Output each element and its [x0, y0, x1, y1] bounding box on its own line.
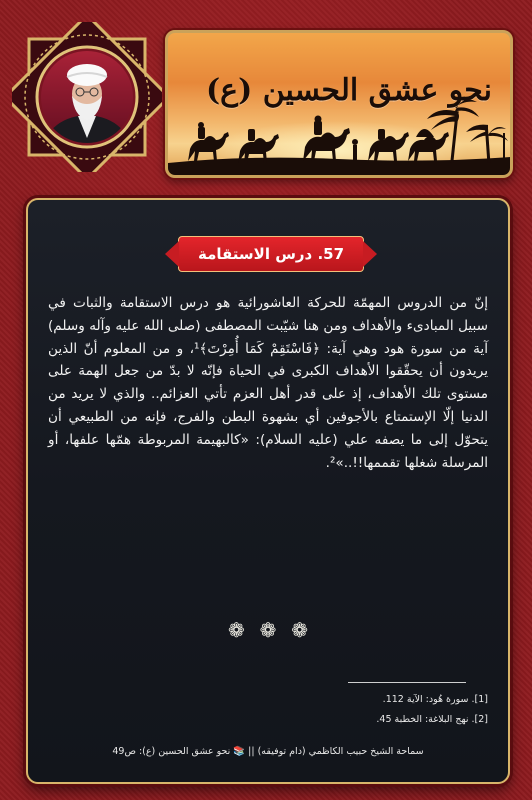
footnote-divider — [348, 682, 466, 683]
cleric-portrait-icon — [12, 22, 162, 172]
lesson-title-badge — [178, 236, 364, 272]
lesson-title: 57. درس الاستقامة — [197, 245, 345, 263]
flower-icon: ❁ — [228, 618, 245, 642]
content-panel — [26, 198, 510, 784]
flower-icon: ❁ — [291, 618, 308, 642]
lesson-body-text: إنّ من الدروس المهمّة للحركة العاشورائية هو درس الاستقامة والثبات في سبيل المبادىء والأهداف ومن هنا شيّبت المصطفى (صلى الله عليه وآله وسلم) آية من سورة هود وهي آية: ﴿فَاسْتَقِمْ كَمَا أُمِرْتَ﴾¹، و من المعلوم أنّ الذين يريدون أن يحقّقوا الأهداف الكبرى في الحياة فإنّه لا بدّ من جعل الهمة على مستوى تلك الأهداف، إذ على قدر أهل العزم تأتي العزائم.. والذي لا يريد من الدنيا إلّا الإستمتاع بالأجوفين أي بشهوة البطن والفرج، فإنه من الطبيعي أن يتحوّل إلى ما يصفه علي (عليه السلام): «كالبهيمة المربوطة همّها علفها، أو المرسلة شغلها تقممها!!..»². — [48, 295, 488, 471]
flower-icon: ❁ — [259, 618, 277, 642]
footnote-2: [2]. نهج البلاغة: الخطبة 45. — [376, 714, 488, 725]
portrait-medallion — [12, 22, 162, 172]
header-banner — [165, 30, 513, 178]
banner-title: نحو عشق الحسين (ع) — [205, 73, 492, 108]
footnote-1: [1]. سورة هُود: الآية 112. — [382, 694, 488, 705]
flower-ornament — [228, 618, 308, 642]
caravan-silhouette-icon — [168, 33, 510, 175]
source-credit: سماحة الشيخ حبيب الكاظمي (دام توفيقه) || 📚 نحو عشق الحسين (ع): ص49 — [112, 746, 424, 757]
